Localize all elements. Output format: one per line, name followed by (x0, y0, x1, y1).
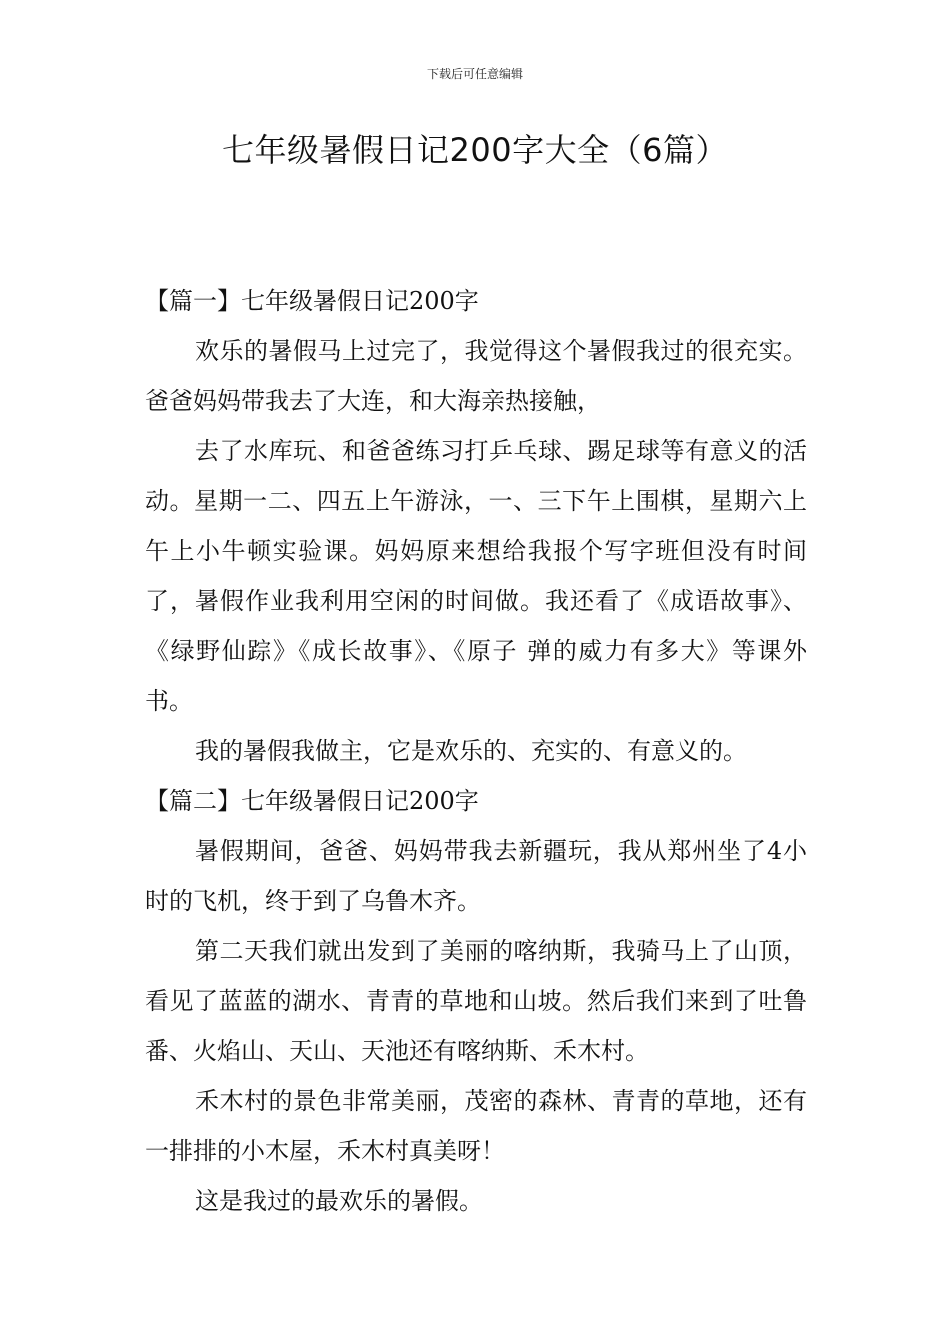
paragraph: 暑假期间，爸爸、妈妈带我去新疆玩，我从郑州坐了4小时的飞机，终于到了乌鲁木齐。 (145, 837, 807, 915)
document-body (145, 276, 807, 1226)
paragraph: 这是我过的最欢乐的暑假。 (195, 1187, 483, 1215)
section-heading-2: 【篇二】七年级暑假日记200字 (145, 787, 479, 815)
paragraph: 去了水库玩、和爸爸练习打乒乓球、踢足球等有意义的活动。星期一二、四五上午游泳，一、三下午上围棋，星期六上午上小牛顿实验课。妈妈原来想给我报个写字班但没有时间了，暑假作业我利用空闲的时间做。我还看了《成语故事》、《绿野仙踪》《成长故事》、《原子 弹的威力有多大》等课外书。 (145, 437, 807, 715)
paragraph: 我的暑假我做主，它是欢乐的、充实的、有意义的。 (195, 737, 747, 765)
document-title: 七年级暑假日记200字大全（6篇） (222, 131, 728, 169)
paragraph: 禾木村的景色非常美丽，茂密的森林、青青的草地，还有一排排的小木屋，禾木村真美呀！ (145, 1087, 807, 1165)
paragraph: 第二天我们就出发到了美丽的喀纳斯，我骑马上了山顶，看见了蓝蓝的湖水、青青的草地和山坡。然后我们来到了吐鲁番、火焰山、天山、天池还有喀纳斯、禾木村。 (145, 937, 807, 1065)
paragraph: 欢乐的暑假马上过完了，我觉得这个暑假我过的很充实。爸爸妈妈带我去了大连，和大海亲热接触， (145, 337, 807, 415)
section-heading-1: 【篇一】七年级暑假日记200字 (145, 287, 479, 315)
header-note: 下载后可任意编辑 (426, 67, 523, 81)
